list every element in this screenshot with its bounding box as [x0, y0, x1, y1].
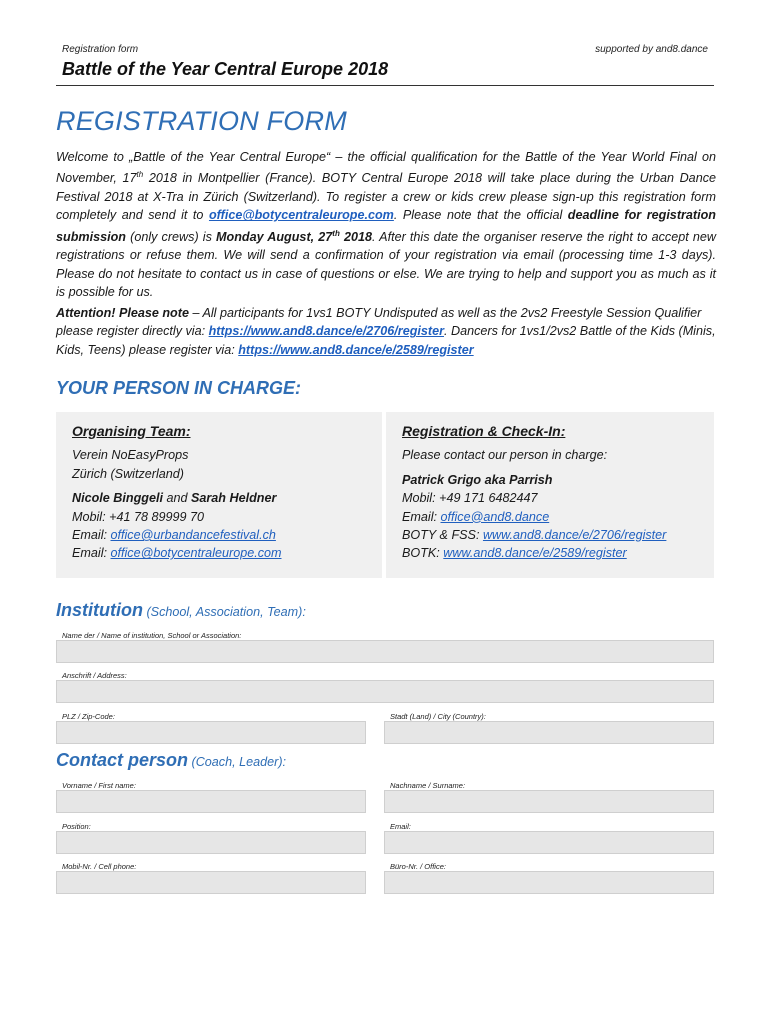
org-name: Verein NoEasyProps	[72, 448, 189, 463]
organiser-mobile: Mobil: +41 78 89999 70	[72, 509, 204, 524]
zip-label: PLZ / Zip-Code:	[62, 712, 115, 721]
email-label: Email:	[390, 822, 411, 831]
registration-checkin-title: Registration & Check-In:	[402, 423, 566, 439]
zip-field[interactable]	[56, 721, 366, 744]
surname-field[interactable]	[384, 790, 714, 813]
city-label: Stadt (Land) / City (Country):	[390, 712, 486, 721]
header-left-label: Registration form	[62, 44, 139, 55]
first-name-field[interactable]	[56, 790, 366, 813]
first-name-label: Vorname / First name:	[62, 781, 136, 790]
organiser-email-2: Email: office@botycentraleurope.com	[72, 546, 282, 561]
contact-person-heading: Contact person (Coach, Leader):	[56, 750, 287, 770]
institution-heading: Institution (School, Association, Team):	[56, 600, 306, 620]
email-link-and8[interactable]: office@and8.dance	[440, 509, 550, 524]
surname-label: Nachname / Surname:	[390, 781, 466, 790]
botk-line: BOTK: www.and8.dance/e/2589/register	[402, 546, 627, 561]
address-field[interactable]	[56, 680, 714, 703]
registration-checkin-box	[386, 412, 714, 578]
person-in-charge-heading: YOUR PERSON IN CHARGE:	[56, 378, 302, 398]
form-title: REGISTRATION FORM	[56, 106, 347, 136]
office-field[interactable]	[384, 871, 714, 894]
organiser-email-1: Email: office@urbandancefestival.ch	[72, 528, 276, 543]
institution-name-field[interactable]	[56, 640, 714, 663]
header-rule	[56, 85, 714, 86]
organising-team-title: Organising Team:	[72, 423, 191, 439]
attention-paragraph: Attention! Please note – All participants for 1vs1 BOTY Undisputed as well as the 2vs2 Freestyle Session Qualifier please register directly via: https://www.and8.dance/e/2706/register. Dancers for 1vs1/2vs2 Battle of the Kids (Minis, Kids, Teens) please register via: https://www.and8.dance/e/2589/register	[56, 306, 716, 357]
intro-email-link[interactable]: office@botycentraleurope.com	[208, 208, 394, 223]
document-title: Battle of the Year Central Europe 2018	[62, 59, 389, 79]
contact-email: Email: office@and8.dance	[402, 509, 550, 524]
position-field[interactable]	[56, 831, 366, 854]
botk-link[interactable]: www.and8.dance/e/2589/register	[443, 546, 627, 561]
email-link-boty[interactable]: office@botycentraleurope.com	[110, 546, 282, 561]
intro-paragraph: Welcome to „Battle of the Year Central Europe“ – the official qualification for the Battle of the Year World Final on November, 17th 2018 in Montpellier (France). BOTY Central Europe 2018 will take place during the Urban Dance Festival 2018 at X-Tra in Zürich (Switzerland). To register a crew or kids crew please sign-up this registration form completely and send it to office@botycentraleurope.com. Please note that the official deadline for registration submission (only crews) is Monday August, 27th 2018. After this date the organiser reserve the right to accept new registrations or refuse them. We will send a confirmation of your registration via email (processing time 1-3 days). Please do not hesitate to contact us in case of questions or else. We are trying to help and support you as much as it is possible for us.	[56, 150, 716, 300]
header-right-label: supported by and8.dance	[595, 44, 708, 55]
institution-name-label: Name der / Name of institution, School or Association:	[62, 631, 242, 640]
botk-register-link[interactable]: https://www.and8.dance/e/2589/register	[238, 342, 474, 357]
fss-register-link[interactable]: https://www.and8.dance/e/2706/register	[208, 324, 444, 339]
boty-fss-link[interactable]: www.and8.dance/e/2706/register	[482, 528, 667, 543]
position-label: Position:	[62, 822, 91, 831]
email-field[interactable]	[384, 831, 714, 854]
office-label: Büro-Nr. / Office:	[390, 862, 446, 871]
mobile-field[interactable]	[56, 871, 366, 894]
city-field[interactable]	[384, 721, 714, 744]
contact-note: Please contact our person in charge:	[402, 448, 608, 463]
boty-fss-line: BOTY & FSS: www.and8.dance/e/2706/register	[402, 528, 667, 543]
contact-name: Patrick Grigo aka Parrish	[402, 472, 553, 487]
email-link-udf[interactable]: office@urbandancefestival.ch	[110, 528, 276, 543]
organisers-names: Nicole Binggeli and Sarah Heldner	[72, 491, 277, 506]
org-location: Zürich (Switzerland)	[72, 466, 184, 481]
contact-mobile: Mobil: +49 171 6482447	[402, 491, 538, 506]
mobile-label: Mobil-Nr. / Cell phone:	[62, 862, 137, 871]
organising-team-box	[56, 412, 382, 578]
address-label: Anschrift / Address:	[62, 671, 127, 680]
